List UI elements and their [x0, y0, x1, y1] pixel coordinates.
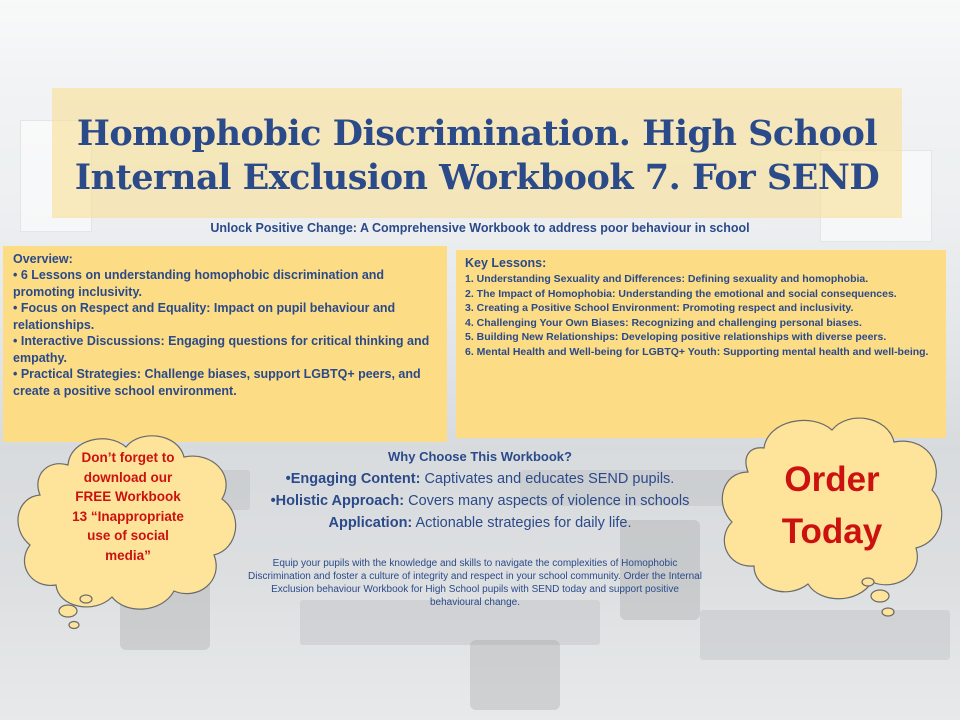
callout-line: media” — [105, 547, 151, 563]
why-point-label: •Holistic Approach: — [270, 493, 405, 509]
key-lessons-heading: Key Lessons: — [465, 256, 547, 270]
overview-item: • Interactive Discussions: Engaging questions for critical thinking and empathy. — [13, 334, 430, 365]
order-today-button[interactable] — [712, 410, 952, 630]
callout-line: download our — [83, 469, 173, 485]
description-blurb: Equip your pupils with the knowledge and skills to navigate the complexities of Homophobic Discrimination and foster a culture of integrity and respect in your school community. Order the Internal Exclusion behaviour Workbook for High School pupils with SEND today and support positive behavioural change. — [248, 558, 702, 608]
title-line-1: Homophobic Discrimination. High School — [76, 113, 878, 154]
free-workbook-text — [44, 448, 212, 565]
page-title — [52, 112, 902, 200]
lesson-item: 1. Understanding Sexuality and Differences: Defining sexuality and homophobia. — [465, 273, 869, 285]
key-lessons-list — [456, 271, 946, 359]
order-line: Today — [781, 512, 883, 551]
overview-item: • Focus on Respect and Equality: Impact on pupil behaviour and relationships. — [13, 301, 396, 332]
why-choose-section — [230, 446, 730, 534]
callout-line: use of social — [87, 528, 169, 543]
why-point — [230, 468, 730, 490]
callout-line: Don’t forget to — [81, 450, 175, 465]
lesson-item: 2. The Impact of Homophobia: Understanding the emotional and social consequences. — [465, 287, 897, 300]
why-point-text: Covers many aspects of violence in schools — [404, 493, 690, 509]
why-point — [230, 512, 730, 534]
free-workbook-callout[interactable] — [8, 425, 248, 635]
lesson-item: 3. Creating a Positive School Environment: Promoting respect and inclusivity. — [465, 302, 854, 314]
lesson-item: 5. Building New Relationships: Developing positive relationships with diverse peers. — [465, 331, 887, 343]
title-line-2: Internal Exclusion Workbook 7. For SEND — [74, 157, 880, 198]
overview-list — [3, 267, 447, 399]
why-point-text: Actionable strategies for daily life. — [412, 515, 632, 531]
why-heading: Why Choose This Workbook? — [388, 449, 572, 464]
order-line: Order — [784, 460, 880, 499]
subtitle: Unlock Positive Change: A Comprehensive Workbook to address poor behaviour in school — [210, 221, 750, 235]
lesson-item: 6. Mental Health and Well-being for LGBTQ+ Youth: Supporting mental health and well-being. — [465, 345, 929, 358]
callout-line: FREE Workbook — [75, 489, 181, 504]
order-today-text — [742, 454, 922, 558]
overview-item: • 6 Lessons on understanding homophobic discrimination and promoting inclusivity. — [13, 268, 385, 299]
callout-line: 13 “Inappropriate — [72, 508, 184, 524]
overview-panel — [3, 246, 447, 442]
why-point-label: Application: — [328, 515, 413, 531]
why-point — [230, 490, 730, 512]
overview-item: • Practical Strategies: Challenge biases, support LGBTQ+ peers, and create a positive school environment. — [13, 367, 421, 398]
why-point-text: Captivates and educates SEND pupils. — [420, 471, 675, 487]
overview-heading: Overview: — [13, 252, 73, 266]
why-point-label: •Engaging Content: — [285, 471, 421, 487]
lesson-item: 4. Challenging Your Own Biases: Recognizing and challenging personal biases. — [465, 316, 862, 329]
